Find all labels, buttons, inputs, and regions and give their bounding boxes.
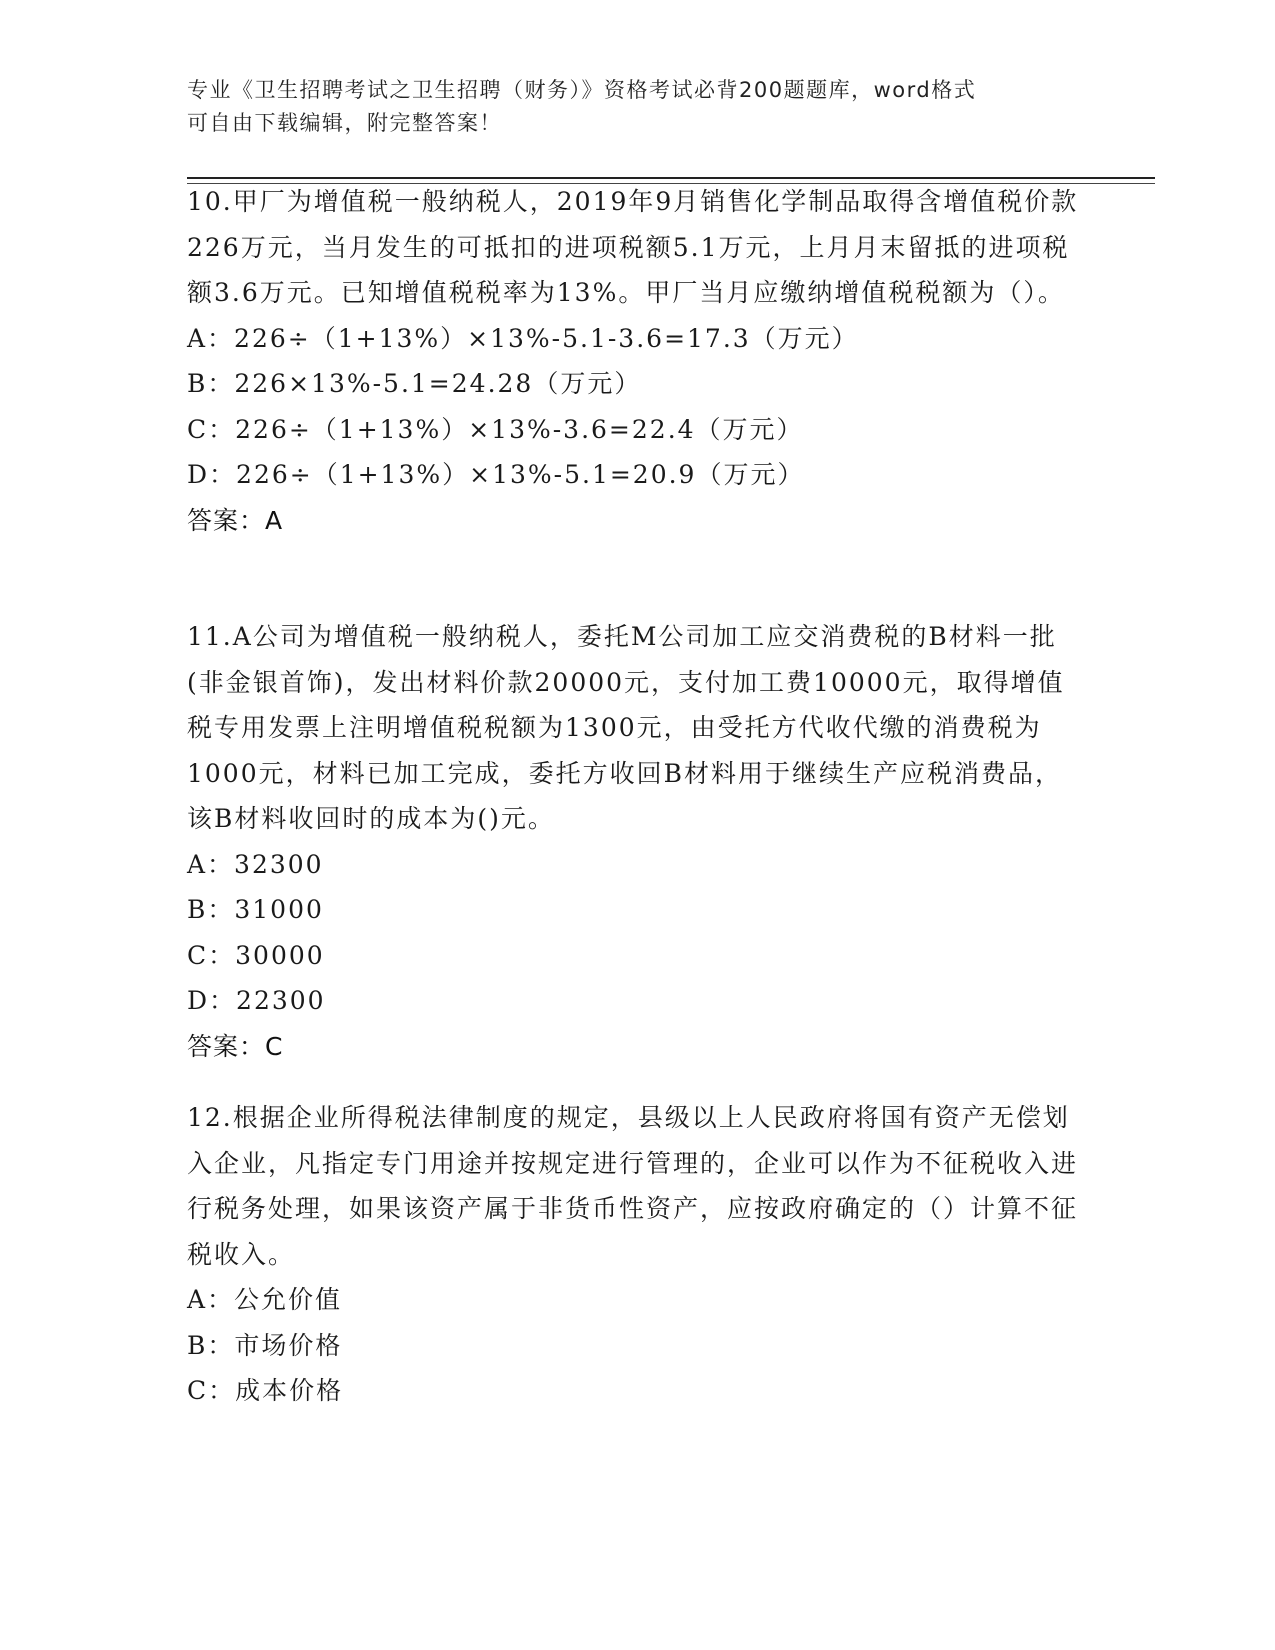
option-a: A：226÷（1+13%）×13%-5.1-3.6=17.3（万元） <box>187 323 859 353</box>
header-title-line-1: 专业《卫生招聘考试之卫生招聘（财务）》资格考试必背200题题库，word格式 <box>187 78 977 102</box>
option-c: C：226÷（1+13%）×13%-3.6=22.4（万元） <box>187 414 804 444</box>
option-c: C：30000 <box>187 940 325 970</box>
question-stem: 12.根据企业所得税法律制度的规定，县级以上人民政府将国有资产无偿划入企业，凡指定专门用途并按规定进行管理的，企业可以作为不征税收入进行税务处理，如果该资产属于非货币性资产，应按政府确定的（）计算不征税收入。 <box>187 1103 1079 1269</box>
document-header <box>187 74 1087 140</box>
option-c: C：成本价格 <box>187 1376 344 1405</box>
option-a: A：公允价值 <box>187 1285 343 1314</box>
question-stem: 10.甲厂为增值税一般纳税人，2019年9月销售化学制品取得含增值税价款226万元，当月发生的可抵扣的进项税额5.1万元，上月月末留抵的进项税额3.6万元。已知增值税税率为13%。甲厂当月应缴纳增值税税额为（）。 <box>187 187 1079 307</box>
question-11 <box>187 614 1087 1069</box>
answer-line: 答案：A <box>187 505 284 535</box>
option-a: A：32300 <box>187 849 324 879</box>
question-10 <box>187 179 1087 543</box>
answer-line: 答案：C <box>187 1031 284 1061</box>
option-d: D：22300 <box>187 986 326 1015</box>
header-title-line-2: 可自由下载编辑，附完整答案！ <box>187 111 502 135</box>
question-stem: 11.A公司为增值税一般纳税人，委托M公司加工应交消费税的B材料一批(非金银首饰)，发出材料价款20000元，支付加工费10000元，取得增值税专用发票上注明增值税税额为1300元，由受托方代收代缴的消费税为1000元，材料已加工完成，委托方收回B材料用于继续生产应税消费品，该B材料收回时的成本为()元。 <box>187 622 1065 833</box>
option-b: B：市场价格 <box>187 1330 343 1360</box>
question-12 <box>187 1095 1087 1414</box>
option-b: B：226×13%-5.1=24.28（万元） <box>187 369 642 398</box>
option-d: D：226÷（1+13%）×13%-5.1=20.9（万元） <box>187 460 805 489</box>
option-b: B：31000 <box>187 895 324 924</box>
